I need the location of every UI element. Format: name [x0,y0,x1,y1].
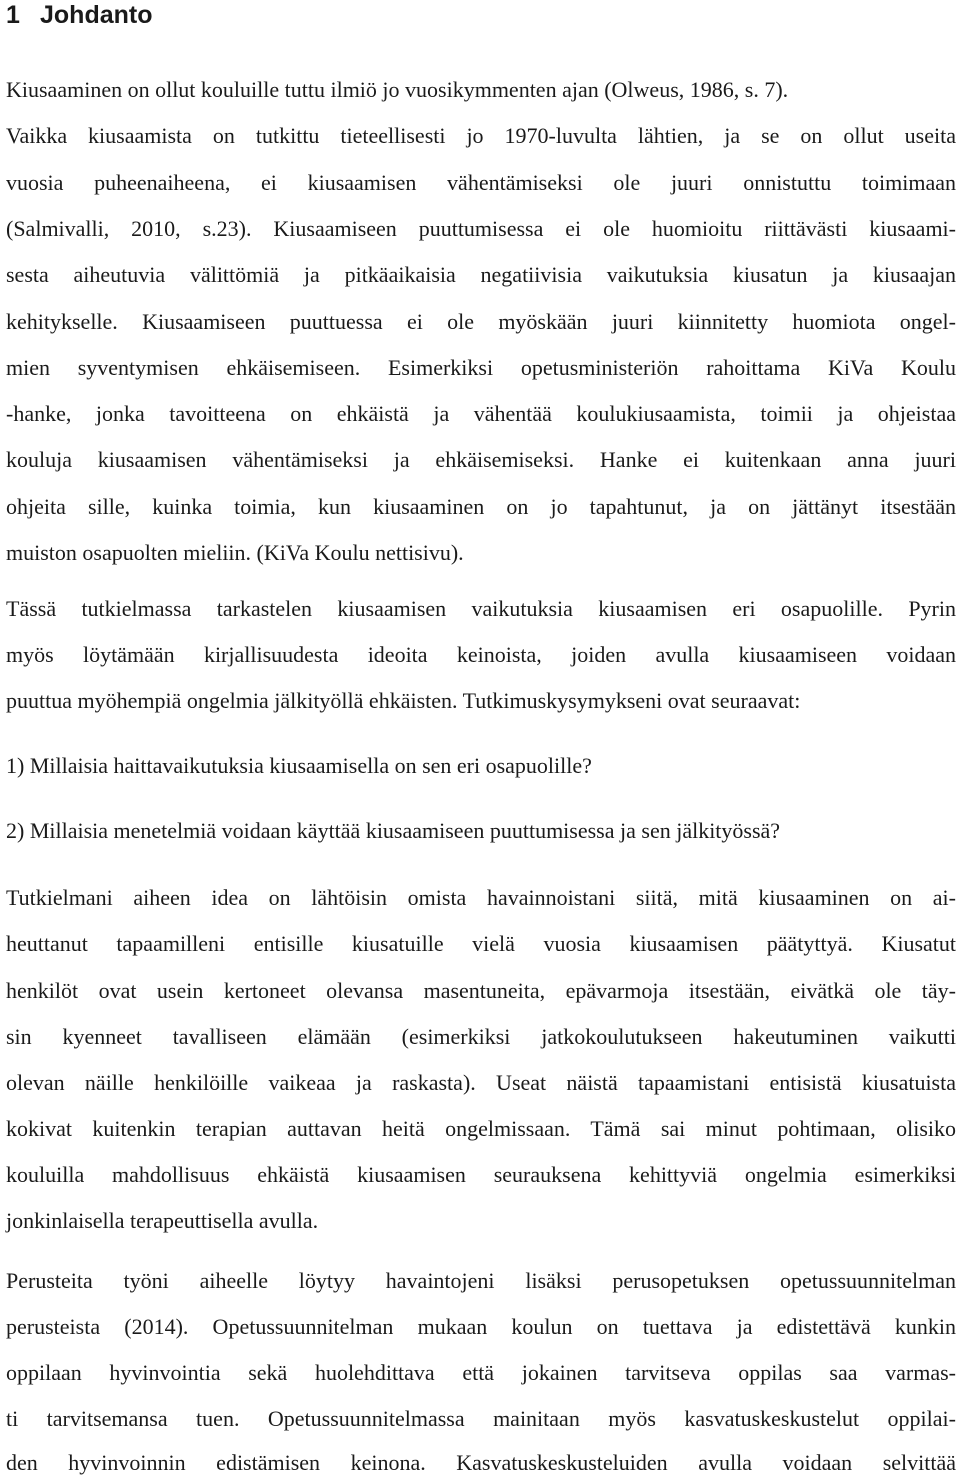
text-line: Vaikka kiusaamista on tutkittu tieteellisesti jo 1970-luvulta lähtien, ja se on ollut useita [6,123,956,148]
text-line: ti tarvitsemansa tuen. Opetussuunnitelmassa mainitaan myös kasvatuskeskustelut oppilai- [6,1406,956,1431]
text-line: -hanke, jonka tavoitteena on ehkäistä ja vähentää koulukiusaamista, toimii ja ohjeistaa [6,401,956,426]
text-line: perusteista (2014). Opetussuunnitelman mukaan koulun on tuettava ja edistettävä kunkin [6,1314,956,1339]
text-line: 2) Millaisia menetelmiä voidaan käyttää kiusaamiseen puuttumisessa ja sen jälkityössä? [6,818,781,843]
text-line: kouluja kiusaamisen vähentämiseksi ja ehkäisemiseksi. Hanke ei kuitenkaan anna juuri [6,447,956,472]
text-line: Tässä tutkielmassa tarkastelen kiusaamisen vaikutuksia kiusaamisen eri osapuolille. Pyrin [6,596,956,621]
text-line: ohjeita sille, kuinka toimia, kun kiusaaminen on jo tapahtunut, ja on jättänyt itsestään [6,494,956,519]
text-line: oppilaan hyvinvointia sekä huolehdittava että jokainen tarvitseva oppilas saa varmas- [6,1360,956,1385]
text-line: kokivat kuitenkin terapian auttavan heitä ongelmissaan. Tämä sai minut pohtimaan, olisiko [6,1116,956,1141]
text-line: muiston osapuolten mieliin. (KiVa Koulu nettisivu). [6,540,464,565]
text-line: puuttua myöhempiä ongelmia jälkityöllä ehkäisten. Tutkimuskysymykseni ovat seuraavat: [6,688,801,713]
text-line: sesta aiheutuvia välittömiä ja pitkäaikaisia negatiivisia vaikutuksia kiusatun ja kiusaajan [6,262,956,287]
text-line: den hyvinvoinnin edistämisen keinona. Kasvatuskeskusteluiden avulla voidaan selvittää [6,1450,956,1475]
text-line: myös löytämään kirjallisuudesta ideoita keinoista, joiden avulla kiusaamiseen voidaan [6,642,956,667]
section-heading [6,0,153,30]
text-line: heuttanut tapaamilleni entisille kiusatuille vielä vuosia kiusaamisen päätyttyä. Kiusatut [6,931,956,956]
text-line: kehitykselle. Kiusaamiseen puuttuessa ei ole myöskään juuri kiinnitetty huomiota ongel- [6,309,956,334]
text-line: mien syventymisen ehkäisemiseen. Esimerkiksi opetusministeriön rahoittama KiVa Koulu [6,355,956,380]
section-title: Johdanto [40,1,153,29]
text-line: Perusteita työni aiheelle löytyy havaintojeni lisäksi perusopetuksen opetussuunnitelman [6,1268,956,1293]
text-line: 1) Millaisia haittavaikutuksia kiusaamisella on sen eri osapuolille? [6,753,592,778]
text-line: sin kyenneet tavalliseen elämään (esimerkiksi jatkokoulutukseen hakeutuminen vaikutti [6,1024,956,1049]
text-line: kouluilla mahdollisuus ehkäistä kiusaamisen seurauksena kehittyviä ongelmia esimerkiksi [6,1162,956,1187]
text-line: olevan näille henkilöille vaikeaa ja raskasta). Useat näistä tapaamistani entisistä kiusatuista [6,1070,956,1095]
text-line: henkilöt ovat usein kertoneet olevansa masentuneita, epävarmoja itsestään, eivätkä ole täy- [6,978,956,1003]
text-line: Kiusaaminen on ollut kouluille tuttu ilmiö jo vuosikymmenten ajan (Olweus, 1986, s. 7). [6,77,789,102]
text-line: vuosia puheenaiheena, ei kiusaamisen vähentämiseksi ole juuri onnistuttu toimimaan [6,170,956,195]
text-line: (Salmivalli, 2010, s.23). Kiusaamiseen puuttumisessa ei ole huomioitu riittävästi kiusaami- [6,216,956,241]
text-line: Tutkielmani aiheen idea on lähtöisin omista havainnoistani siitä, mitä kiusaaminen on ai- [6,885,956,910]
section-number: 1 [6,1,20,29]
text-line: jonkinlaisella terapeuttisella avulla. [6,1208,319,1233]
